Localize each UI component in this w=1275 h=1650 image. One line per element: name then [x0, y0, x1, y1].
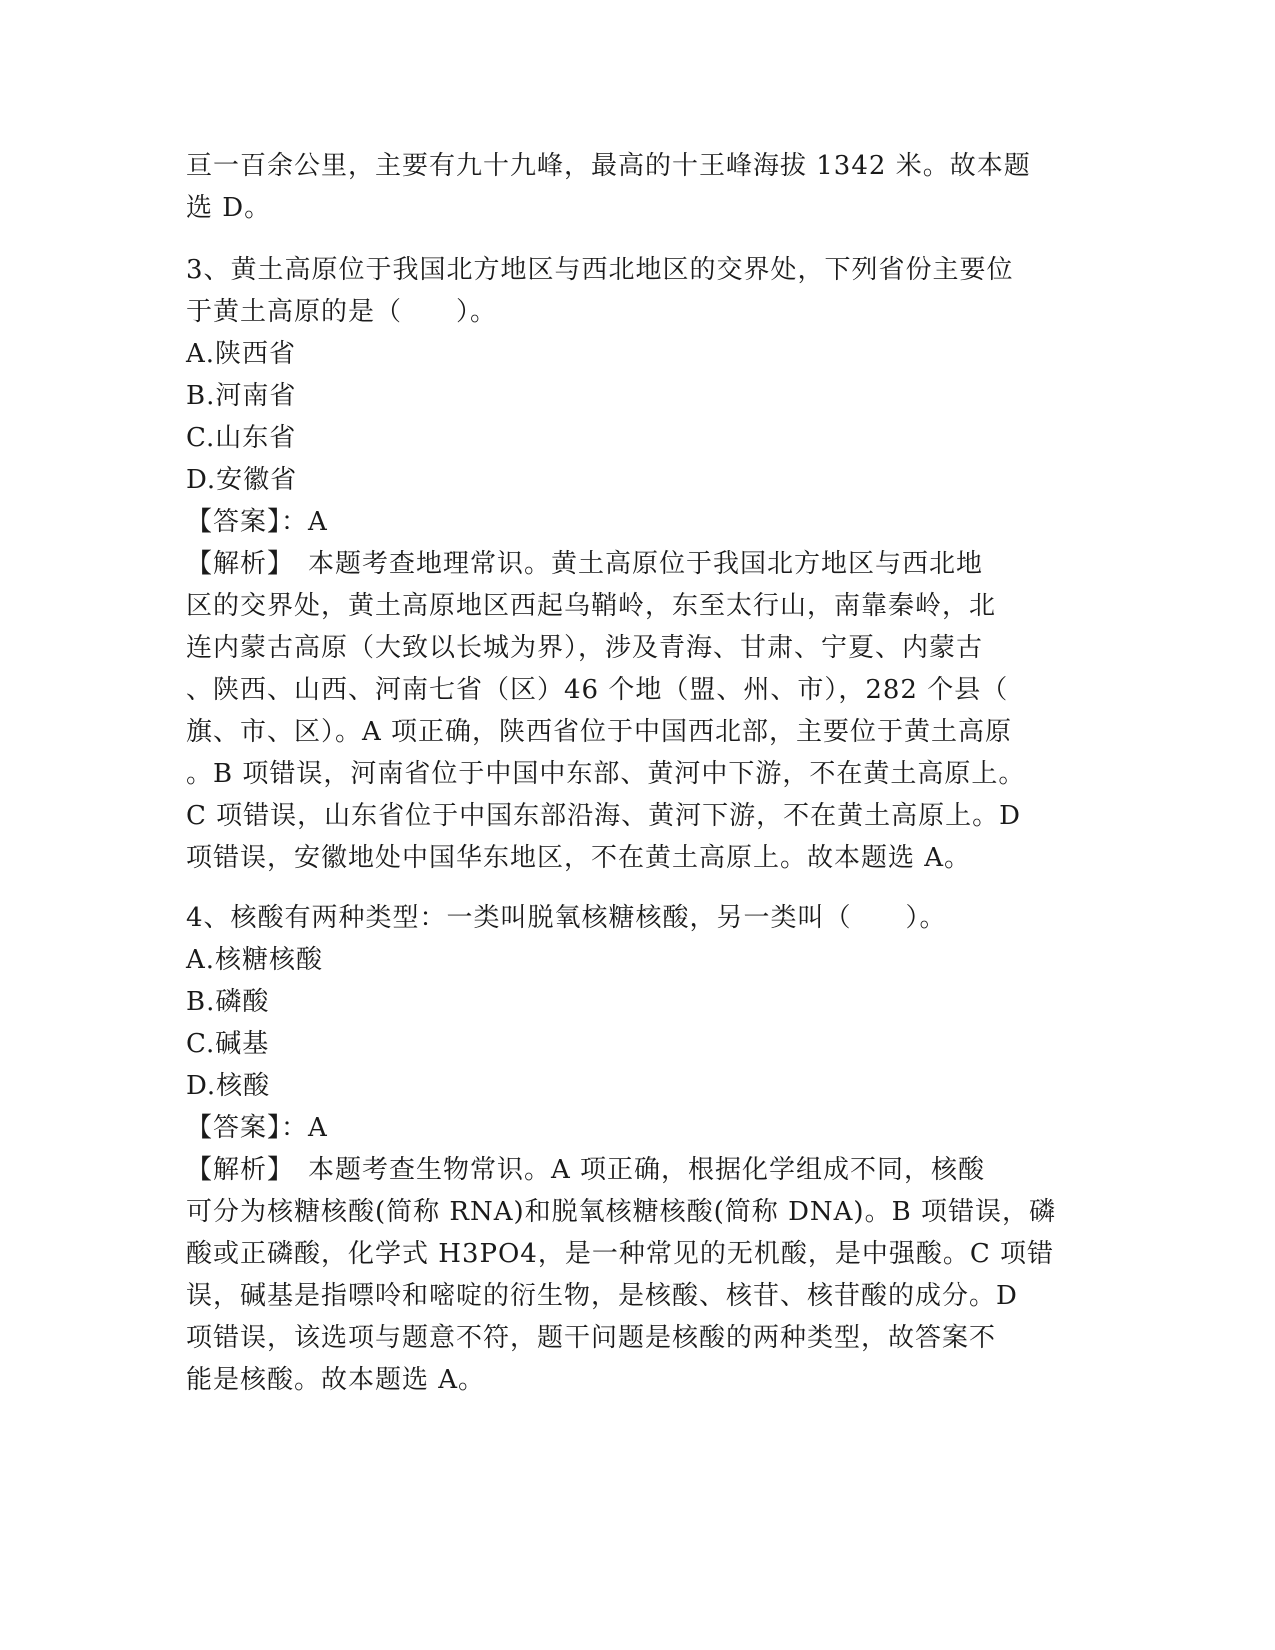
analysis-line: 酸或正磷酸，化学式 H3PO4，是一种常见的无机酸，是中强酸。C 项错 [186, 1239, 1054, 1269]
text-line: 亘一百余公里，主要有九十九峰，最高的十王峰海拔 1342 米。故本题 [186, 151, 1031, 181]
analysis-line: 旗、市、区）。A 项正确，陕西省位于中国西北部，主要位于黄土高原 [186, 717, 1013, 747]
question-stem-line: 4、核酸有两种类型：一类叫脱氧核糖核酸，另一类叫（ ）。 [186, 903, 947, 933]
question-stem-line: 3、黄土高原位于我国北方地区与西北地区的交界处，下列省份主要位 [186, 255, 1014, 285]
analysis-line: 项错误，安徽地处中国华东地区，不在黄土高原上。故本题选 A。 [186, 843, 972, 873]
spacer [186, 229, 1086, 249]
answer-line: 【答案】：A [186, 1113, 328, 1143]
analysis-line: C 项错误，山东省位于中国东部沿海、黄河下游，不在黄土高原上。D [186, 801, 1022, 831]
question-3 [186, 249, 1086, 879]
text-line: 选 D。 [186, 193, 272, 223]
analysis-line: 可分为核糖核酸(简称 RNA)和脱氧核糖核酸(简称 DNA)。B 项错误，磷 [186, 1197, 1056, 1227]
option-c: C.山东省 [186, 423, 297, 453]
analysis-line: 、陕西、山西、河南七省（区）46 个地（盟、州、市），282 个县（ [186, 675, 1009, 705]
analysis-line: 。B 项错误，河南省位于中国中东部、黄河中下游，不在黄土高原上。 [186, 759, 1026, 789]
option-c: C.碱基 [186, 1029, 270, 1059]
answer-line: 【答案】：A [186, 507, 328, 537]
analysis-line: 【解析】 本题考查地理常识。黄土高原位于我国北方地区与西北地 [186, 549, 984, 579]
option-d: D.安徽省 [186, 465, 298, 495]
analysis-line: 连内蒙古高原（大致以长城为界），涉及青海、甘肃、宁夏、内蒙古 [186, 633, 984, 663]
intro-paragraph [186, 145, 1086, 229]
analysis-line: 误，碱基是指嘌呤和嘧啶的衍生物，是核酸、核苷、核苷酸的成分。D [186, 1281, 1018, 1311]
option-d: D.核酸 [186, 1071, 271, 1101]
question-4 [186, 897, 1086, 1401]
analysis-line: 能是核酸。故本题选 A。 [186, 1365, 486, 1395]
analysis-line: 【解析】 本题考查生物常识。A 项正确，根据化学组成不同，核酸 [186, 1155, 986, 1185]
question-stem-line: 于黄土高原的是（ ）。 [186, 297, 498, 327]
spacer [186, 879, 1086, 897]
option-b: B.河南省 [186, 381, 297, 411]
analysis-line: 区的交界处，黄土高原地区西起乌鞘岭，东至太行山，南靠秦岭，北 [186, 591, 997, 621]
option-a: A.陕西省 [186, 339, 297, 369]
document-page [186, 145, 1086, 1401]
analysis-line: 项错误，该选项与题意不符，题干问题是核酸的两种类型，故答案不 [186, 1323, 997, 1353]
option-b: B.磷酸 [186, 987, 270, 1017]
option-a: A.核糖核酸 [186, 945, 324, 975]
